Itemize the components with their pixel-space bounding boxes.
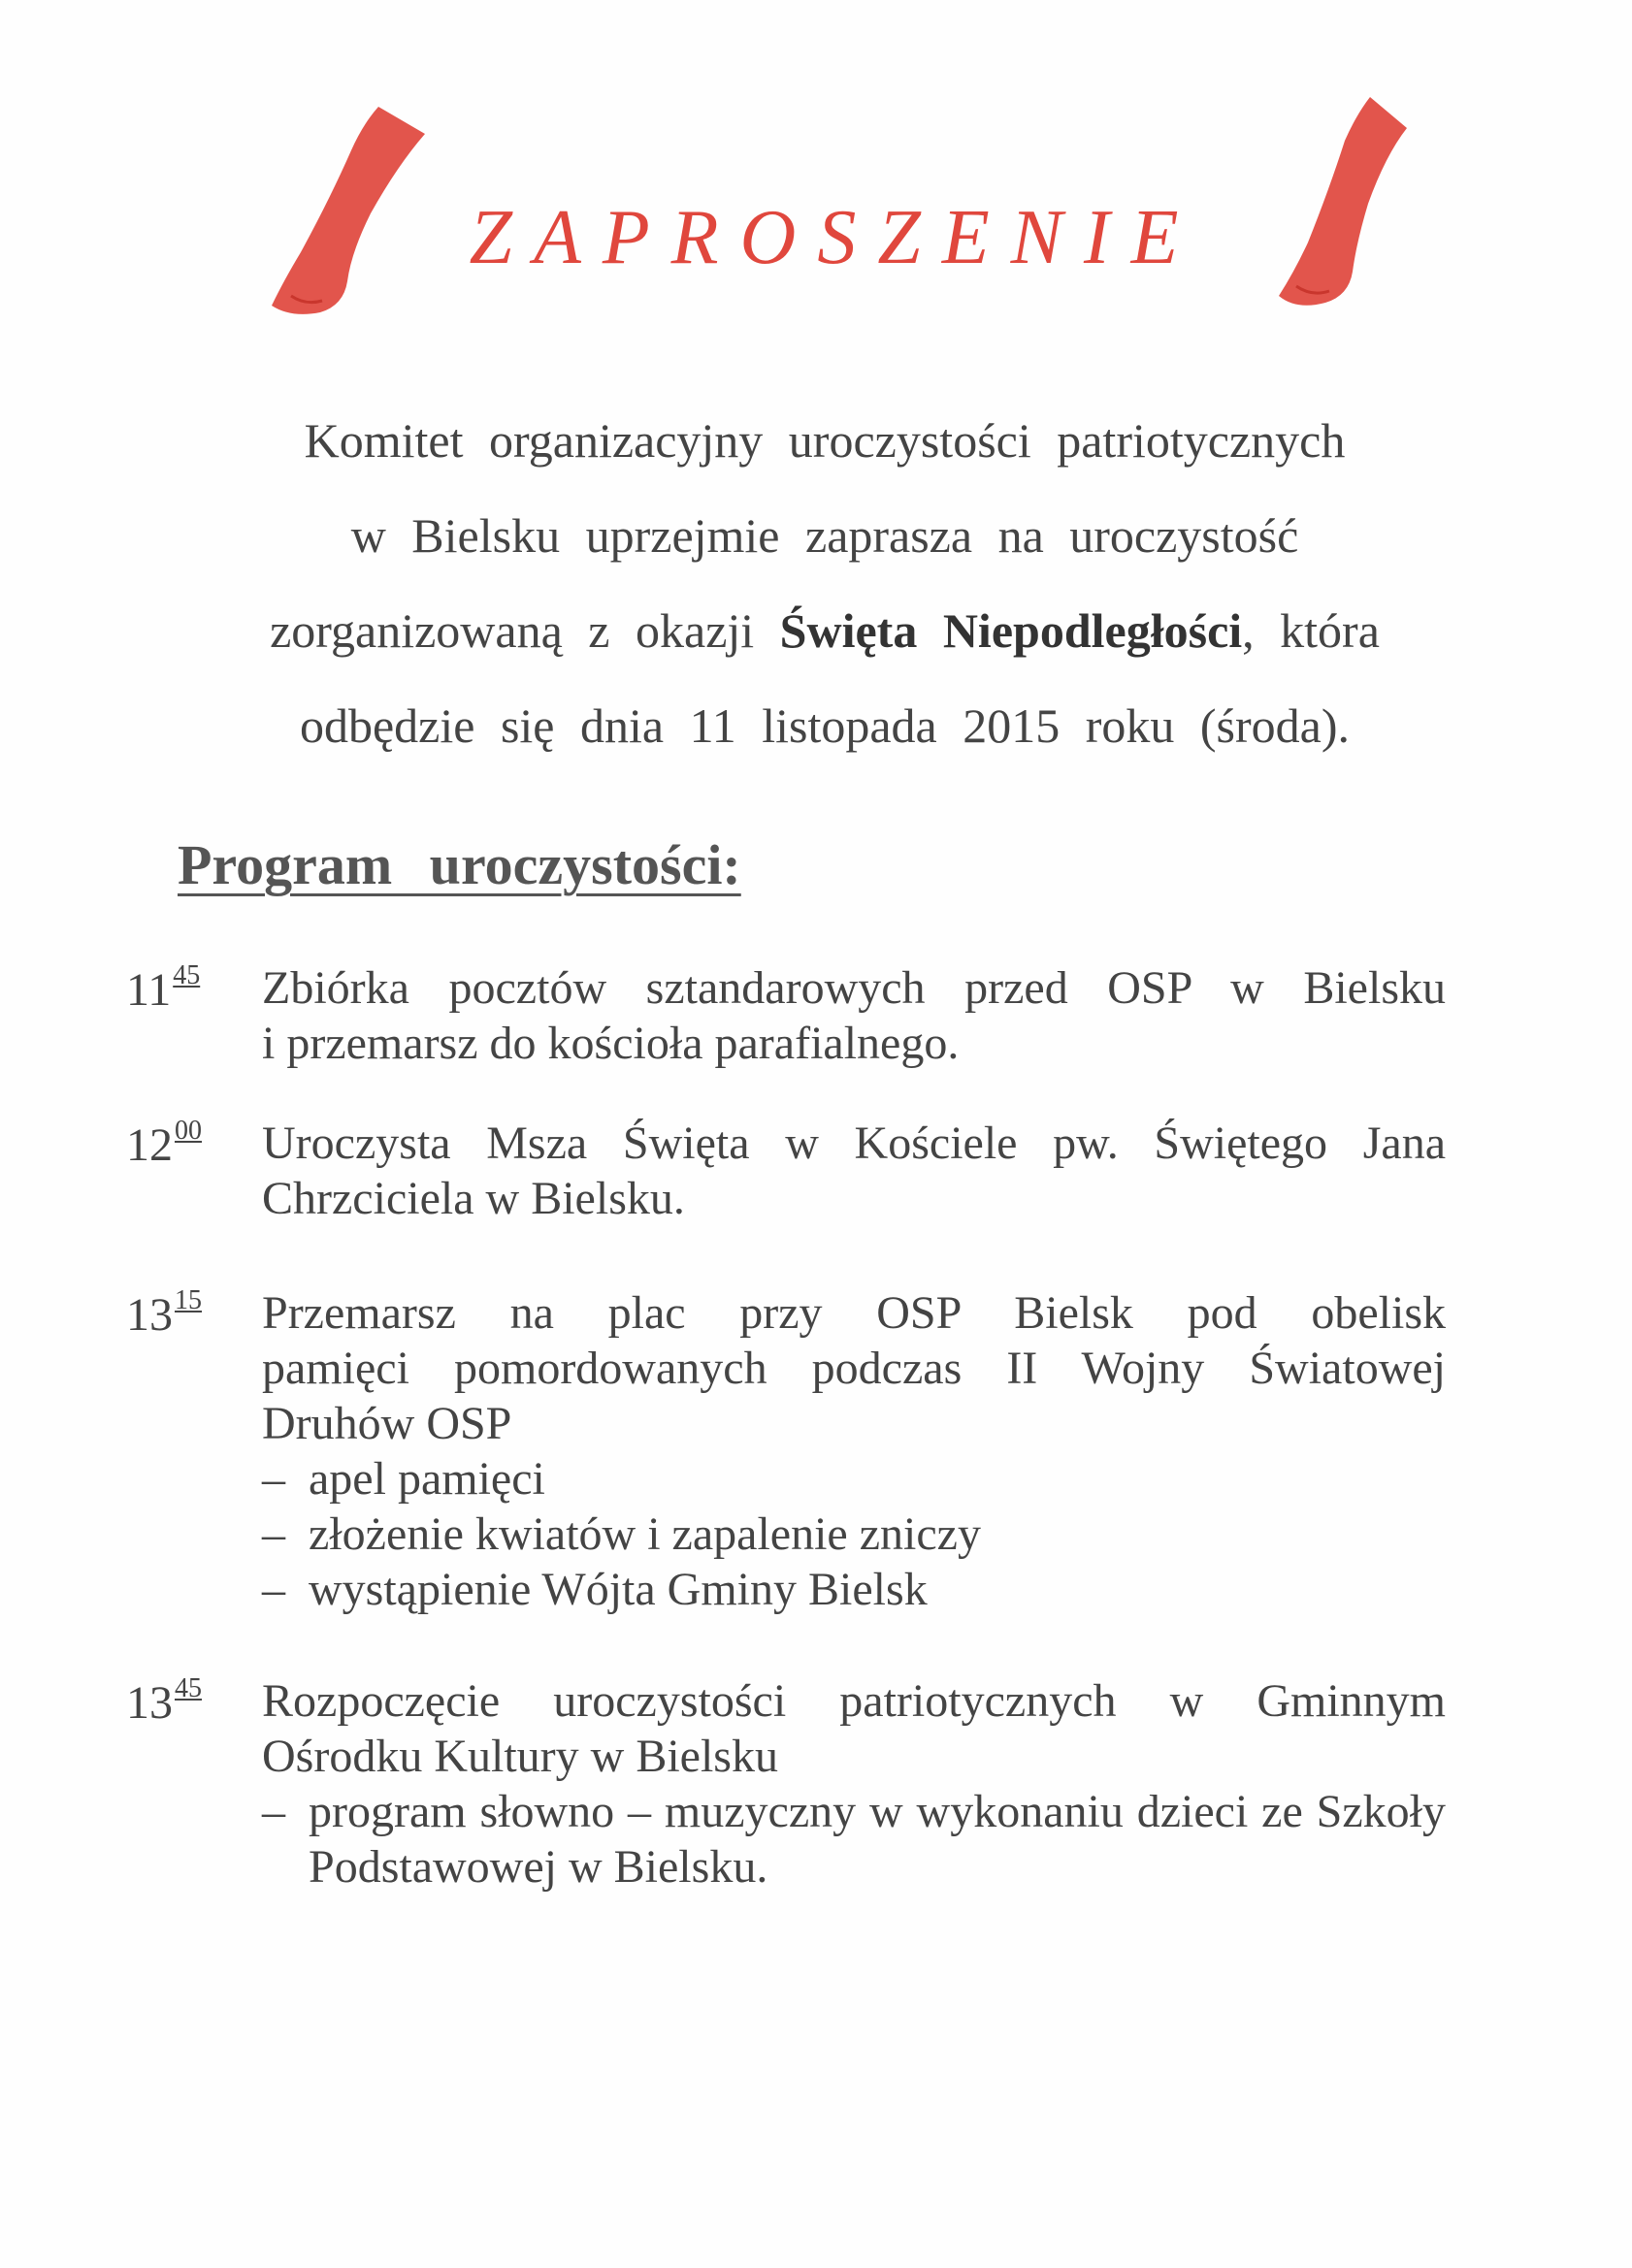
program-item-time [126, 1116, 202, 1172]
sublist-item-text: wystąpienie Wójta Gminy Bielsk [309, 1564, 928, 1615]
intro-line-3 [155, 583, 1494, 678]
description-line: Chrzciciela w Bielsku. [262, 1173, 685, 1224]
invitation-title: ZAPROSZENIE [469, 195, 1200, 280]
description-line: Rozpoczęcie uroczystości patriotycznych w Gminnym [262, 1675, 1446, 1727]
program-item-time [126, 1673, 202, 1730]
program-heading: Program uroczystości: [178, 833, 741, 896]
dash-bullet: – [262, 1564, 285, 1615]
sublist-item-text: program słowno – muzyczny w wykonaniu dzieci ze Szkoły Podstawowej w Bielsku. [309, 1786, 1446, 1893]
description-line: Uroczysta Msza Święta w Kościele pw. Świętego Jana [262, 1118, 1446, 1169]
intro-line-4: odbędzie się dnia 11 listopada 2015 roku (środa). [299, 698, 1350, 753]
sublist-item-text: apel pamięci [309, 1453, 545, 1505]
intro-line-2: w Bielsku uprzejmie zaprasza na uroczystość [350, 508, 1299, 563]
holiday-name: Święta Niepodległości [779, 603, 1243, 658]
program-item-description [262, 1673, 1446, 1895]
red-ribbon-left-icon [262, 107, 427, 320]
time-hour: 12 [126, 1119, 173, 1171]
time-minutes: 15 [175, 1285, 202, 1315]
sublist-item [262, 1451, 1446, 1507]
intro-line-1: Komitet organizacyjny uroczystości patriotycznych [304, 413, 1346, 468]
time-hour: 11 [126, 964, 172, 1016]
time-minutes: 45 [173, 960, 201, 990]
dash-bullet: – [262, 1508, 285, 1560]
program-item-description [262, 1285, 1446, 1617]
intro-line-3-start: zorganizowaną z okazji [270, 603, 780, 658]
time-minutes: 45 [175, 1673, 202, 1703]
description-line: Zbiórka pocztów sztandarowych przed OSP w Bielsku [262, 962, 1446, 1014]
time-hour: 13 [126, 1289, 173, 1341]
sublist-item-text: złożenie kwiatów i zapalenie zniczy [309, 1508, 981, 1560]
red-ribbon-right-icon [1261, 97, 1426, 310]
sublist-item [262, 1507, 1446, 1562]
invitation-intro [155, 393, 1494, 773]
program-item-description [262, 960, 1446, 1071]
description-line: Przemarsz na plac przy OSP Bielsk pod obelisk [262, 1287, 1446, 1339]
sublist-item [262, 1784, 1446, 1895]
time-minutes: 00 [175, 1116, 202, 1146]
description-line: i przemarsz do kościoła parafialnego. [262, 1018, 960, 1069]
description-line: pamięci pomordowanych podczas II Wojny Światowej [262, 1343, 1446, 1394]
program-item-description [262, 1116, 1446, 1226]
intro-line-3-end: , która [1242, 603, 1380, 658]
program-item-time [126, 1285, 202, 1342]
program-sublist [262, 1784, 1446, 1895]
description-line: Druhów OSP [262, 1398, 512, 1449]
sublist-item [262, 1562, 1446, 1617]
program-item-time [126, 960, 200, 1017]
program-sublist [262, 1451, 1446, 1617]
dash-bullet: – [262, 1453, 285, 1505]
description-line: Ośrodku Kultury w Bielsku [262, 1731, 778, 1782]
time-hour: 13 [126, 1677, 173, 1729]
dash-bullet: – [262, 1786, 285, 1837]
